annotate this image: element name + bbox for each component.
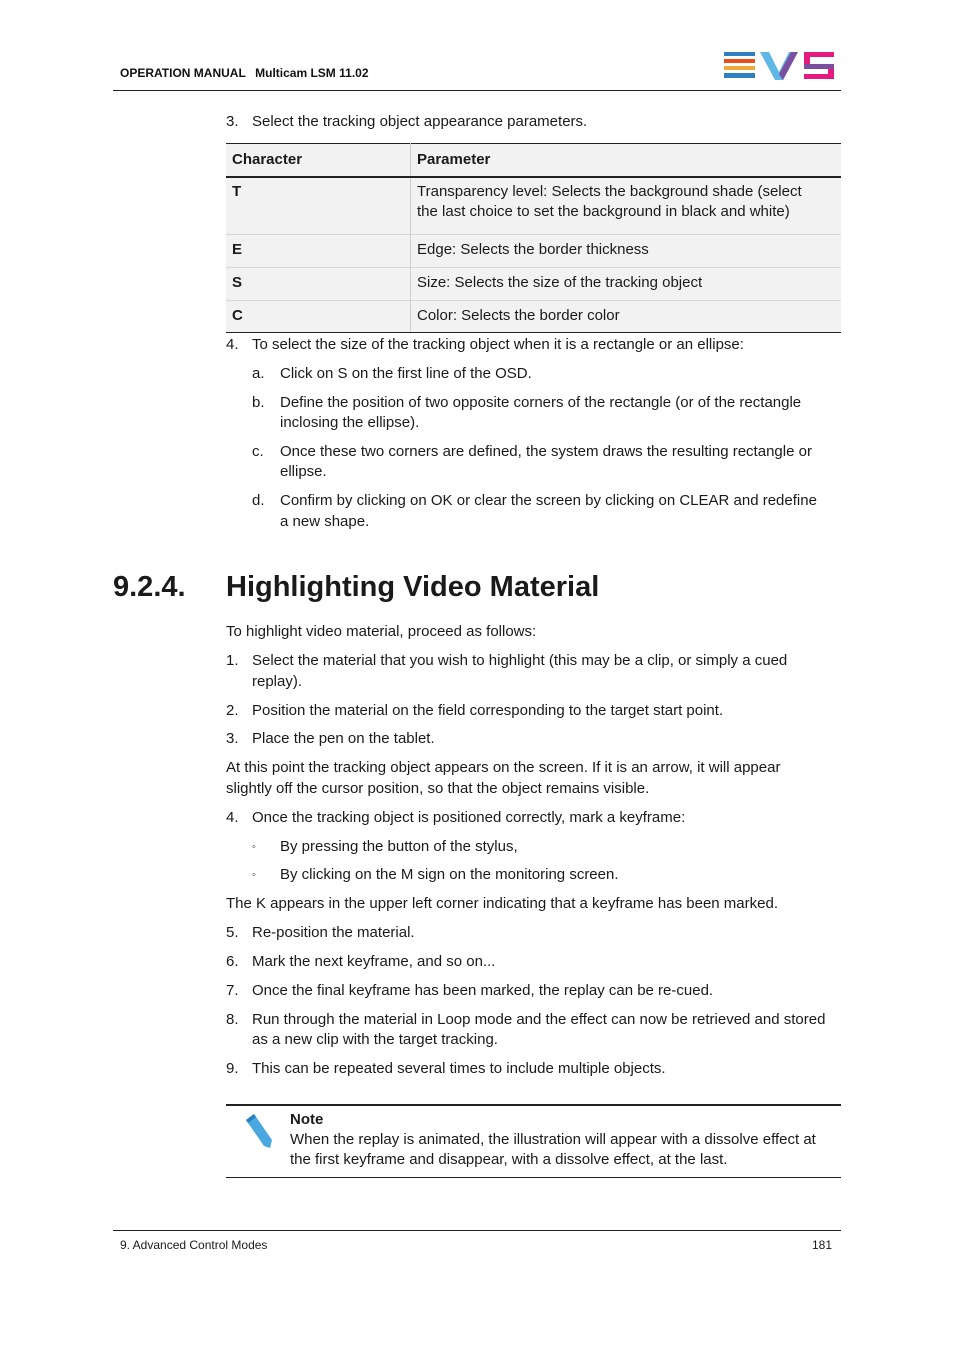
header-rule bbox=[113, 90, 841, 91]
table-cell-param: Size: Selects the size of the tracking object bbox=[411, 268, 842, 301]
table-header-parameter: Parameter bbox=[411, 144, 842, 178]
table-cell-param: Edge: Selects the border thickness bbox=[411, 235, 842, 268]
paragraph-tracking: At this point the tracking object appears on the screen. If it is an arrow, it will appear slightly off the cursor position, so that the object remains visible. bbox=[226, 759, 781, 797]
evs-logo bbox=[724, 52, 836, 86]
table-cell-char: S bbox=[226, 268, 411, 301]
table-cell-param: Color: Selects the border color bbox=[411, 301, 842, 333]
document-header-title bbox=[120, 66, 375, 80]
product-label: Multicam LSM 11.02 bbox=[255, 66, 369, 80]
manual-label: OPERATION MANUAL bbox=[120, 66, 246, 80]
table-cell-char: T bbox=[226, 177, 411, 235]
table-cell-char: E bbox=[226, 235, 411, 268]
paragraph-keyframe: The K appears in the upper left corner indicating that a keyframe has been marked. bbox=[226, 895, 778, 912]
section-number: 9.2.4. bbox=[113, 571, 186, 603]
table-cell-param: Transparency level: Selects the background shade (select the last choice to set the background in black and white) bbox=[411, 177, 842, 235]
section-title: Highlighting Video Material bbox=[226, 571, 600, 603]
note-body: When the replay is animated, the illustration will appear with a dissolve effect at the first keyframe and disappear, with a dissolve effect, at the last. bbox=[290, 1131, 816, 1168]
footer-chapter: 9. Advanced Control Modes bbox=[120, 1238, 268, 1252]
table-cell-char: C bbox=[226, 301, 411, 333]
note-top-rule bbox=[226, 1104, 841, 1106]
pen-icon bbox=[244, 1112, 274, 1154]
intro-paragraph: To highlight video material, proceed as follows: bbox=[226, 623, 537, 640]
footer-rule bbox=[113, 1230, 841, 1231]
note-bottom-rule bbox=[226, 1177, 841, 1178]
page-number: 181 bbox=[812, 1238, 833, 1252]
appearance-parameters-table bbox=[226, 143, 841, 333]
table-header-character: Character bbox=[226, 144, 411, 178]
note-title: Note bbox=[290, 1111, 324, 1128]
